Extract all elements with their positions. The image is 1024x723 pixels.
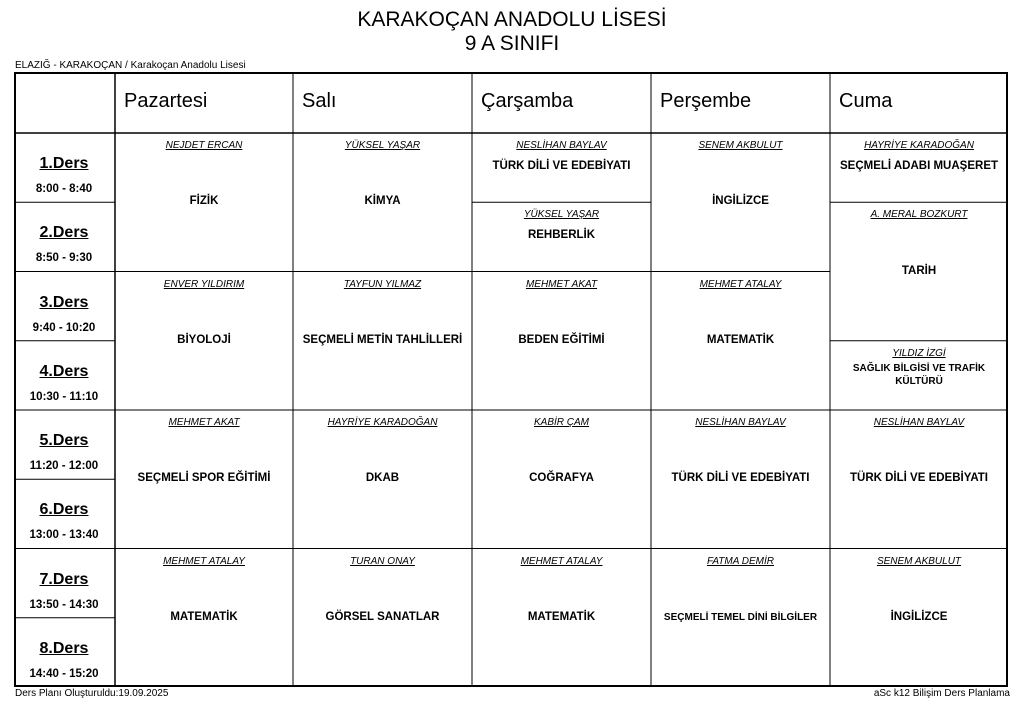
- lesson-cell: [115, 272, 293, 411]
- created-date: Ders Planı Oluşturuldu:19.09.2025: [15, 688, 169, 699]
- lesson-cell: [830, 549, 1008, 688]
- subject-name: DKAB: [365, 472, 400, 485]
- subject-name: COĞRAFYA: [529, 472, 594, 485]
- lesson-cell: [472, 549, 651, 688]
- subject-name: REHBERLİK: [527, 229, 596, 242]
- day-header: Pazartesi: [124, 90, 208, 112]
- subject-name: TÜRK DİLİ VE EDEBİYATI: [492, 160, 631, 172]
- lesson-cell: [115, 410, 293, 549]
- period-time: 8:00 - 8:40: [35, 183, 93, 195]
- subject-name: SEÇMELİ SPOR EĞİTİMİ: [137, 472, 271, 485]
- teacher-name: MEHMET AKAT: [168, 417, 240, 428]
- lesson-cell: [830, 410, 1008, 549]
- subject-name: SEÇMELİ METİN TAHLİLLERİ: [302, 333, 463, 346]
- location-subtitle: ELAZIĞ - KARAKOÇAN / Karakoçan Anadolu Lisesi: [15, 60, 246, 71]
- subject-name: TARİH: [901, 264, 937, 277]
- period-time: 9:40 - 10:20: [32, 321, 96, 334]
- teacher-name: NESLİHAN BAYLAV: [695, 417, 786, 428]
- teacher-name: FATMA DEMİR: [706, 555, 775, 567]
- teacher-name: SENEM AKBULUT: [698, 140, 783, 151]
- lesson-cell: [830, 133, 1008, 202]
- period-name: 7.Ders: [39, 570, 89, 588]
- subject-name: BEDEN EĞİTİMİ: [518, 333, 605, 346]
- teacher-name: YÜKSEL YAŞAR: [523, 209, 600, 221]
- period-name: 4.Ders: [39, 362, 89, 380]
- subject-name: SEÇMELİ ADABI MUAŞERET: [839, 160, 999, 172]
- period-name: 6.Ders: [39, 501, 89, 519]
- day-header: Cuma: [839, 90, 893, 112]
- teacher-name: KABİR ÇAM: [533, 417, 589, 428]
- lesson-cell: [472, 410, 651, 549]
- period-time: 14:40 - 15:20: [29, 667, 99, 680]
- subject-name: BİYOLOJİ: [177, 333, 231, 346]
- lesson-cell: [830, 341, 1008, 410]
- period-time: 10:30 - 11:10: [29, 390, 99, 403]
- period-name: 1.Ders: [39, 155, 89, 172]
- subject-name: FİZİK: [189, 195, 219, 208]
- lesson-cell: [830, 202, 1008, 341]
- lesson-cell: [651, 549, 830, 688]
- lesson-cell: [472, 133, 651, 202]
- lesson-cell: [472, 202, 651, 271]
- timetable-grid: [14, 72, 1008, 687]
- lesson-cell: [293, 549, 472, 688]
- teacher-name: YILDIZ İZGİ: [892, 347, 946, 359]
- subject-name: İNGİLİZCE: [890, 610, 948, 623]
- lesson-cell: [293, 272, 472, 411]
- teacher-name: NEJDET ERCAN: [165, 140, 243, 151]
- class-title: 9 A SINIFI: [464, 32, 560, 55]
- subject-name: MATEMATİK: [170, 610, 238, 623]
- subject-name: İNGİLİZCE: [712, 195, 769, 208]
- lesson-cell: [115, 133, 293, 272]
- teacher-name: MEHMET ATALAY: [520, 555, 603, 567]
- lesson-cell: [293, 410, 472, 549]
- period-name: 8.Ders: [39, 639, 89, 657]
- lesson-cell: [651, 272, 830, 411]
- subject-name: SEÇMELİ TEMEL DİNİ BİLGİLER: [663, 611, 818, 623]
- teacher-name: MEHMET ATALAY: [699, 278, 782, 290]
- teacher-name: A. MERAL BOZKURT: [870, 209, 968, 221]
- period-name: 2.Ders: [39, 224, 89, 242]
- teacher-name: YÜKSEL YAŞAR: [344, 140, 421, 151]
- day-header: Salı: [302, 90, 337, 112]
- lesson-cell: [472, 272, 651, 411]
- teacher-name: MEHMET ATALAY: [163, 555, 245, 567]
- teacher-name: ENVER YILDIRIM: [163, 278, 245, 290]
- day-header: Perşembe: [660, 90, 752, 112]
- lesson-cell: [293, 133, 472, 272]
- teacher-name: NESLİHAN BAYLAV: [516, 140, 607, 151]
- subject-name: MATEMATİK: [706, 333, 775, 346]
- subject-name: SAĞLIK BİLGİSİ VE TRAFİK KÜLTÜRÜ: [852, 362, 986, 387]
- lesson-cell: [115, 549, 293, 688]
- lesson-cell: [651, 133, 830, 272]
- period-time: 13:50 - 14:30: [29, 598, 99, 611]
- period-time: 13:00 - 13:40: [29, 529, 99, 542]
- period-name: 3.Ders: [39, 293, 89, 311]
- subject-name: KİMYA: [364, 195, 401, 208]
- school-title: KARAKOÇAN ANADOLU LİSESİ: [357, 8, 667, 31]
- subject-name: TÜRK DİLİ VE EDEBİYATI: [849, 472, 989, 485]
- teacher-name: HAYRİYE KARADOĞAN: [864, 140, 974, 151]
- teacher-name: SENEM AKBULUT: [876, 555, 962, 567]
- teacher-name: NESLİHAN BAYLAV: [873, 417, 965, 428]
- subject-name: GÖRSEL SANATLAR: [325, 610, 440, 623]
- teacher-name: HAYRİYE KARADOĞAN: [327, 417, 438, 428]
- day-header: Çarşamba: [481, 90, 574, 112]
- software-credit: aSc k12 Bilişim Ders Planlama: [873, 688, 1010, 699]
- period-time: 11:20 - 12:00: [29, 460, 99, 472]
- period-time: 8:50 - 9:30: [35, 252, 93, 265]
- teacher-name: MEHMET AKAT: [525, 278, 598, 290]
- lesson-cell: [651, 410, 830, 549]
- subject-name: TÜRK DİLİ VE EDEBİYATI: [671, 472, 810, 485]
- period-name: 5.Ders: [39, 432, 89, 449]
- teacher-name: TAYFUN YILMAZ: [343, 278, 422, 290]
- subject-name: MATEMATİK: [527, 610, 596, 623]
- teacher-name: TURAN ONAY: [350, 555, 415, 567]
